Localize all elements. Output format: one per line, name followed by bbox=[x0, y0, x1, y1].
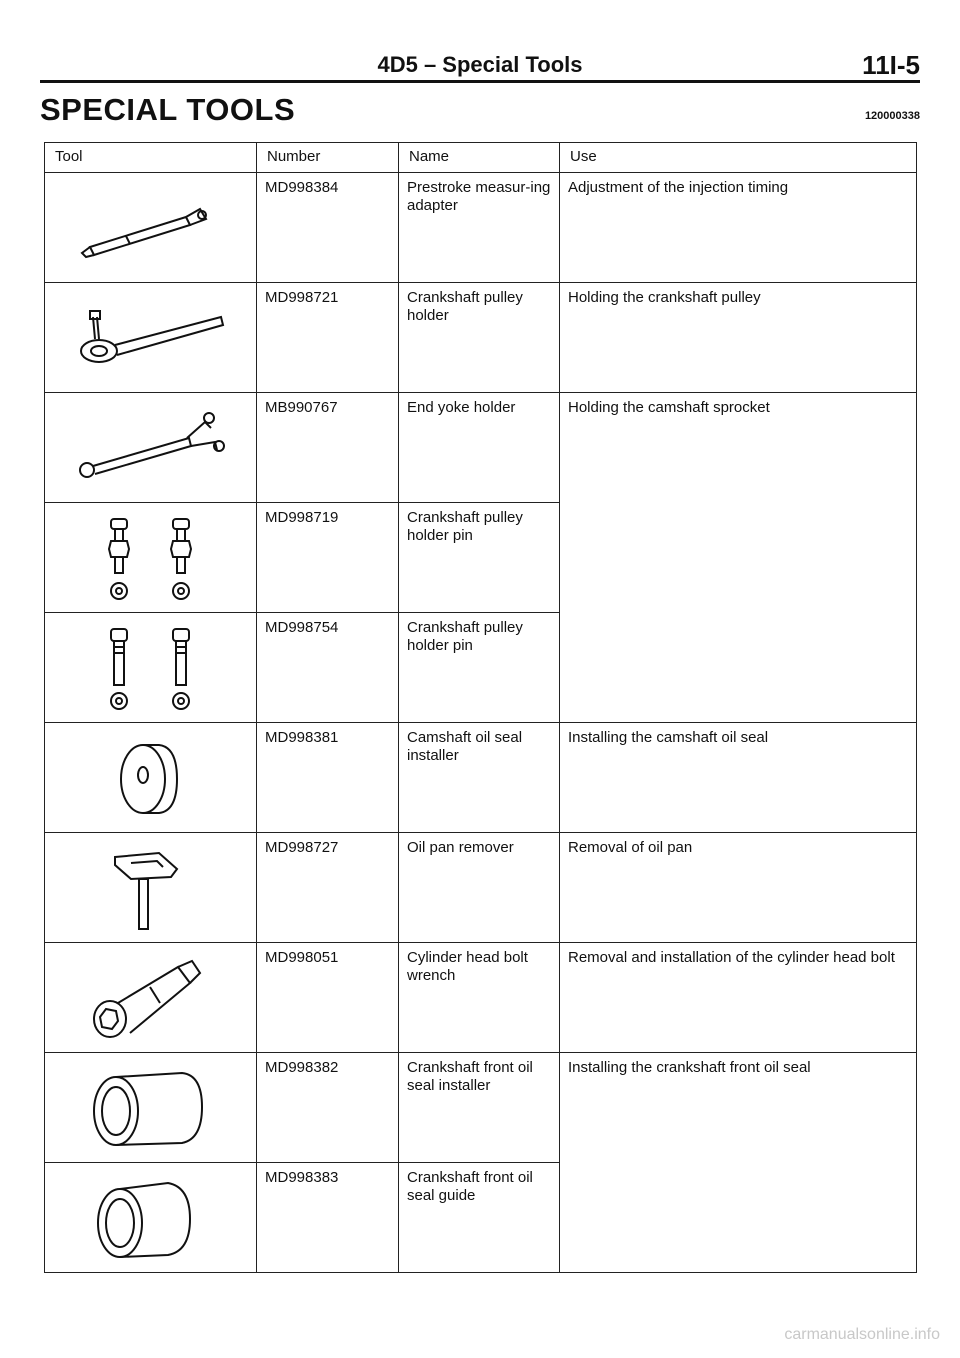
tool-number: MD998754 bbox=[257, 613, 399, 723]
tool-illustration-cell bbox=[45, 503, 257, 613]
front-seal-guide-icon bbox=[86, 1173, 216, 1263]
tool-illustration-cell bbox=[45, 723, 257, 833]
front-seal-installer-icon bbox=[86, 1063, 216, 1153]
tool-name: Camshaft oil seal installer bbox=[399, 723, 560, 833]
table-row bbox=[45, 393, 917, 503]
tool-name: Crankshaft pulley holder pin bbox=[399, 613, 560, 723]
tool-number: MD998384 bbox=[257, 173, 399, 283]
table-row bbox=[45, 173, 917, 283]
tool-name: Crankshaft front oil seal guide bbox=[399, 1163, 560, 1273]
tool-use: Removal and installation of the cylinder head bolt bbox=[560, 943, 917, 1053]
page-number: 11I-5 bbox=[862, 50, 920, 80]
column-header-tool: Tool bbox=[45, 143, 257, 173]
tool-number: MD998381 bbox=[257, 723, 399, 833]
tool-number: MD998382 bbox=[257, 1053, 399, 1163]
header-rule bbox=[40, 80, 920, 83]
tool-number: MD998051 bbox=[257, 943, 399, 1053]
tool-number: MD998721 bbox=[257, 283, 399, 393]
tool-use: Installing the crankshaft front oil seal bbox=[560, 1053, 917, 1273]
tool-number: MD998719 bbox=[257, 503, 399, 613]
tool-name: Oil pan remover bbox=[399, 833, 560, 943]
holder-pin-long-icon bbox=[91, 623, 211, 713]
tool-use: Installing the camshaft oil seal bbox=[560, 723, 917, 833]
tool-illustration-cell bbox=[45, 393, 257, 503]
tool-illustration-cell bbox=[45, 613, 257, 723]
column-header-number: Number bbox=[257, 143, 399, 173]
running-header bbox=[40, 50, 920, 84]
tool-use: Adjustment of the injection timing bbox=[560, 173, 917, 283]
tool-illustration-cell bbox=[45, 1053, 257, 1163]
tool-number: MD998383 bbox=[257, 1163, 399, 1273]
table-row bbox=[45, 943, 917, 1053]
holder-pin-icon bbox=[91, 513, 211, 603]
tool-illustration-cell bbox=[45, 283, 257, 393]
header-title: 4D5 – Special Tools bbox=[377, 52, 583, 77]
tool-name: Crankshaft pulley holder pin bbox=[399, 503, 560, 613]
table-row bbox=[45, 833, 917, 943]
head-bolt-wrench-icon bbox=[86, 953, 216, 1043]
tool-number: MD998727 bbox=[257, 833, 399, 943]
table-row bbox=[45, 723, 917, 833]
pulley-holder-icon bbox=[71, 303, 231, 373]
oil-pan-remover-icon bbox=[101, 843, 201, 933]
watermark: carmanualsonline.info bbox=[784, 1326, 940, 1343]
tool-use: Holding the crankshaft pulley bbox=[560, 283, 917, 393]
tool-illustration-cell bbox=[45, 833, 257, 943]
table-row bbox=[45, 1053, 917, 1163]
tool-illustration-cell bbox=[45, 1163, 257, 1273]
tool-name: Crankshaft pulley holder bbox=[399, 283, 560, 393]
tool-name: End yoke holder bbox=[399, 393, 560, 503]
tool-number: MB990767 bbox=[257, 393, 399, 503]
table-header-row bbox=[45, 143, 917, 173]
tool-name: Crankshaft front oil seal installer bbox=[399, 1053, 560, 1163]
column-header-name: Name bbox=[399, 143, 560, 173]
tool-illustration-cell bbox=[45, 943, 257, 1053]
section-title: SPECIAL TOOLS bbox=[40, 92, 296, 127]
tool-use: Removal of oil pan bbox=[560, 833, 917, 943]
end-yoke-holder-icon bbox=[71, 408, 231, 488]
tool-name: Cylinder head bolt wrench bbox=[399, 943, 560, 1053]
table-row bbox=[45, 283, 917, 393]
tool-name: Prestroke measur-ing adapter bbox=[399, 173, 560, 283]
prestroke-adapter-icon bbox=[76, 193, 226, 263]
tool-illustration-cell bbox=[45, 173, 257, 283]
special-tools-table bbox=[44, 142, 917, 1273]
column-header-use: Use bbox=[560, 143, 917, 173]
section-code: 120000338 bbox=[864, 110, 920, 122]
seal-installer-icon bbox=[111, 733, 191, 823]
tool-use: Holding the camshaft sprocket bbox=[560, 393, 917, 723]
